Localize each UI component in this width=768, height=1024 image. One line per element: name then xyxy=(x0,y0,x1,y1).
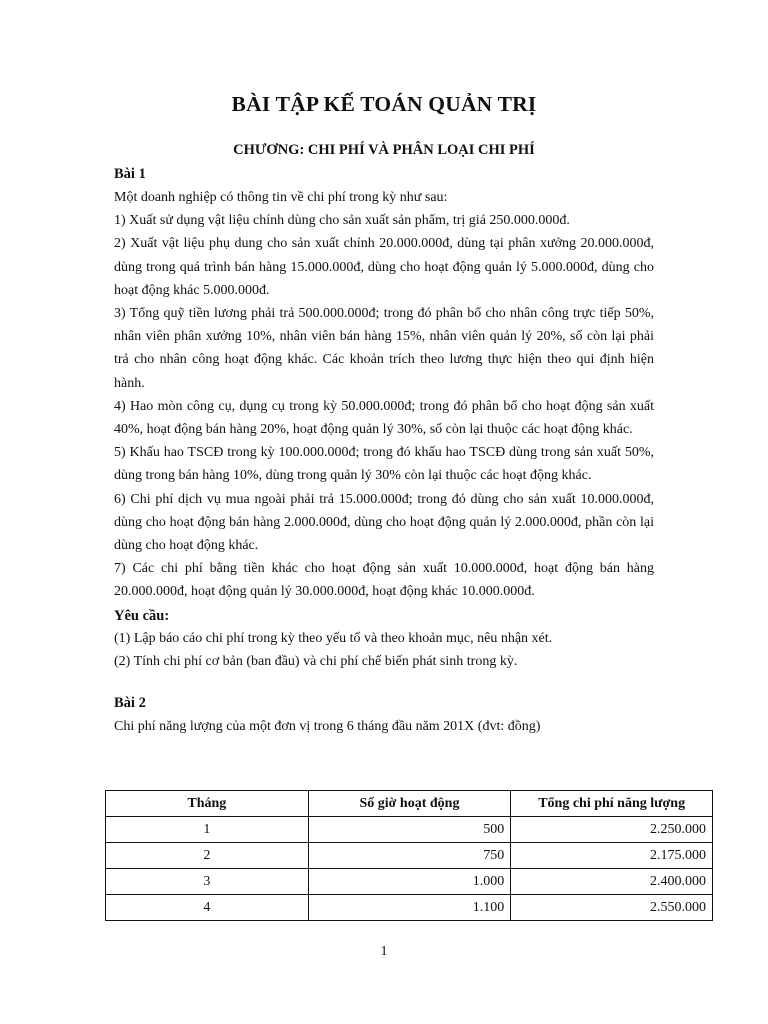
requirements-heading: Yêu cầu: xyxy=(114,607,170,624)
cell-total-cost: 2.250.000 xyxy=(511,817,713,843)
document-title: BÀI TẬP KẾ TOÁN QUẢN TRỊ xyxy=(231,92,537,116)
exercise-2-heading: Bài 2 xyxy=(114,695,146,712)
cell-month: 2 xyxy=(106,843,309,869)
column-header-total-cost: Tổng chi phí năng lượng xyxy=(511,791,713,817)
cell-total-cost: 2.400.000 xyxy=(511,869,713,895)
cell-hours: 1.000 xyxy=(308,869,511,895)
exercise-1-item: 1) Xuất sử dụng vật liệu chính dùng cho sản xuất sản phẩm, trị giá 250.000.000đ. xyxy=(114,213,570,229)
cell-hours: 500 xyxy=(308,817,511,843)
table-row xyxy=(106,843,713,869)
exercise-1-heading: Bài 1 xyxy=(114,166,146,182)
page-number: 1 xyxy=(380,944,388,959)
cell-hours: 750 xyxy=(308,843,511,869)
exercise-1-item: 4) Hao mòn công cụ, dụng cụ trong kỳ 50.000.000đ; trong đó phân bổ cho hoạt động sản xuất 40%, hoạt động bán hàng 20%, hoạt động quản lý 30%, số còn lại thuộc các hoạt động khác. xyxy=(114,398,654,438)
requirement-item: (2) Tính chi phí cơ bản (ban đầu) và chi phí chế biến phát sinh trong kỳ. xyxy=(114,653,518,669)
exercise-1-intro: Một doanh nghiệp có thông tin về chi phí trong kỳ như sau: xyxy=(114,190,448,205)
cell-month: 3 xyxy=(106,869,309,895)
exercise-1-item: 3) Tổng quỹ tiền lương phải trả 500.000.000đ; trong đó phân bổ cho nhân công trực tiếp 50%, nhân viên phân xưởng 10%, nhân viên bán hàng 15%, nhân viên quản lý 20%, số còn lại phải trả cho nhân công hoạt động khác. Các khoản trích theo lương thực hiện theo qui định hiện hành. xyxy=(114,306,654,391)
column-header-month: Tháng xyxy=(106,791,309,817)
exercise-1-item: 2) Xuất vật liệu phụ dung cho sản xuất chính 20.000.000đ, dùng tại phân xưởng 20.000.000đ, dùng trong quá trình bán hàng 15.000.000đ, dùng cho hoạt động quản lý 5.000.000đ, dùng cho hoạt động khác 5.000.000đ. xyxy=(114,236,654,298)
table-row xyxy=(106,869,713,895)
table-header-row xyxy=(106,791,713,817)
exercise-1-item: 5) Khấu hao TSCĐ trong kỳ 100.000.000đ; trong đó khấu hao TSCĐ dùng trong sản xuất 50%, dùng trong bán hàng 10%, dùng trong quản lý 30% còn lại thuộc các hoạt động khác. xyxy=(114,445,654,484)
document-body xyxy=(114,92,654,738)
cell-month: 4 xyxy=(106,895,309,921)
energy-cost-table-wrapper xyxy=(105,790,713,921)
cell-total-cost: 2.550.000 xyxy=(511,895,713,921)
chapter-heading: CHƯƠNG: CHI PHÍ VÀ PHÂN LOẠI CHI PHÍ xyxy=(233,142,535,158)
cell-month: 1 xyxy=(106,817,309,843)
exercise-2-intro: Chi phí năng lượng của một đơn vị trong 6 tháng đầu năm 201X (đvt: đồng) xyxy=(114,719,541,735)
table-row xyxy=(106,817,713,843)
cell-hours: 1.100 xyxy=(308,895,511,921)
cell-total-cost: 2.175.000 xyxy=(511,843,713,869)
energy-cost-table xyxy=(105,790,713,921)
table-row xyxy=(106,895,713,921)
exercise-1-item: 7) Các chi phí bằng tiền khác cho hoạt động sản xuất 10.000.000đ, hoạt động bán hàng 20.000.000đ, hoạt động quản lý 30.000.000đ, hoạt động khác 10.000.000đ. xyxy=(114,561,654,600)
requirement-item: (1) Lập báo cáo chi phí trong kỳ theo yếu tố và theo khoản mục, nêu nhận xét. xyxy=(114,630,553,646)
column-header-hours: Số giờ hoạt động xyxy=(308,791,511,817)
exercise-1-item: 6) Chi phí dịch vụ mua ngoài phải trả 15.000.000đ; trong đó dùng cho sản xuất 10.000.000đ, dùng cho hoạt động bán hàng 2.000.000đ, dùng cho hoạt động quản lý 2.000.000đ, phần còn lại dùng cho hoạt động khác. xyxy=(114,491,654,554)
